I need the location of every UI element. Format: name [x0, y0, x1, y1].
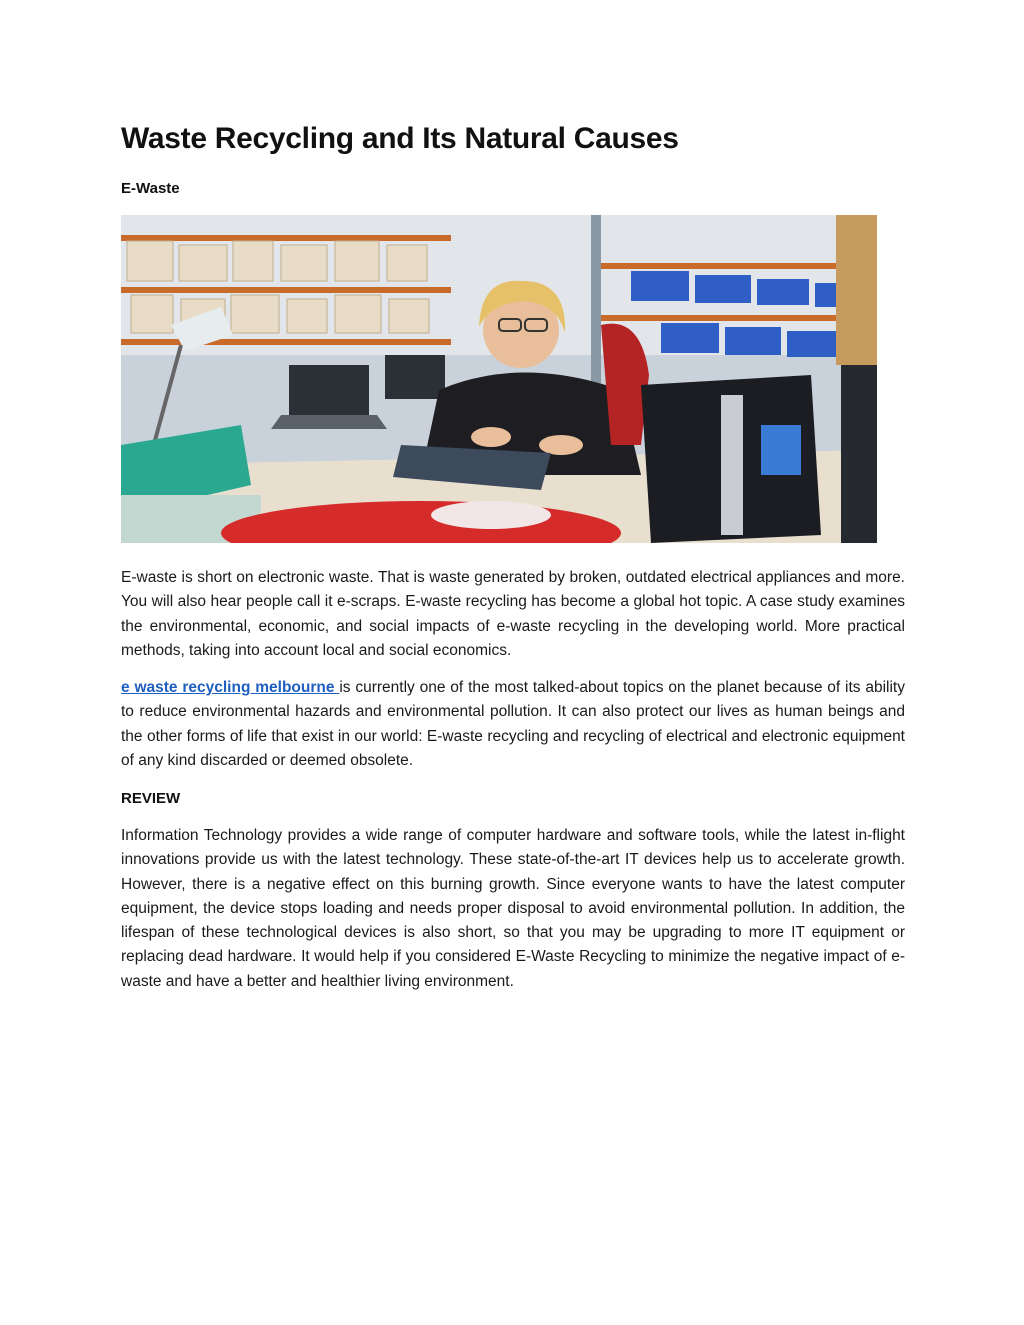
- review-heading: REVIEW: [121, 790, 181, 807]
- paragraph-melbourne: [121, 676, 905, 773]
- paragraph-intro: E-waste is short on electronic waste. That is waste generated by broken, outdated electrical appliances and more. You will also hear people call it e-scraps. E-waste recycling has become a global hot topic. A case study examines the environmental, economic, and social impacts of e-waste recycling in the developing world. More practical methods, taking into account local and social economics.: [121, 569, 905, 659]
- paragraph-melbourne-text: is currently one of the most talked-about topics on the planet because of its ability to reduce environmental hazards and environmental pollution. It can also protect our lives as human beings and the other forms of life that exist in our world: E-waste recycling and recycling of electrical and electronic equipment of any kind discarded or deemed obsolete.: [121, 679, 905, 769]
- paragraph-review: Information Technology provides a wide range of computer hardware and software tools, while the latest in-flight innovations provide us with the latest technology. These state-of-the-art IT devices help us to accelerate growth. However, there is a negative effect on this burning growth. Since everyone wants to have the latest computer equipment, the device stops loading and needs proper disposal to avoid environmental pollution. In addition, the lifespan of these technological devices is also short, so that you may be upgrading to more IT equipment or replacing dead hardware. It would help if you considered E-Waste Recycling to minimize the negative impact of e-waste and have a better and healthier living environment.: [121, 827, 905, 990]
- ewaste-melbourne-link[interactable]: e waste recycling melbourne: [121, 679, 340, 696]
- ewaste-workshop-photo: [121, 215, 877, 543]
- section-subtitle: E-Waste: [121, 180, 180, 197]
- page-title: Waste Recycling and Its Natural Causes: [121, 122, 679, 155]
